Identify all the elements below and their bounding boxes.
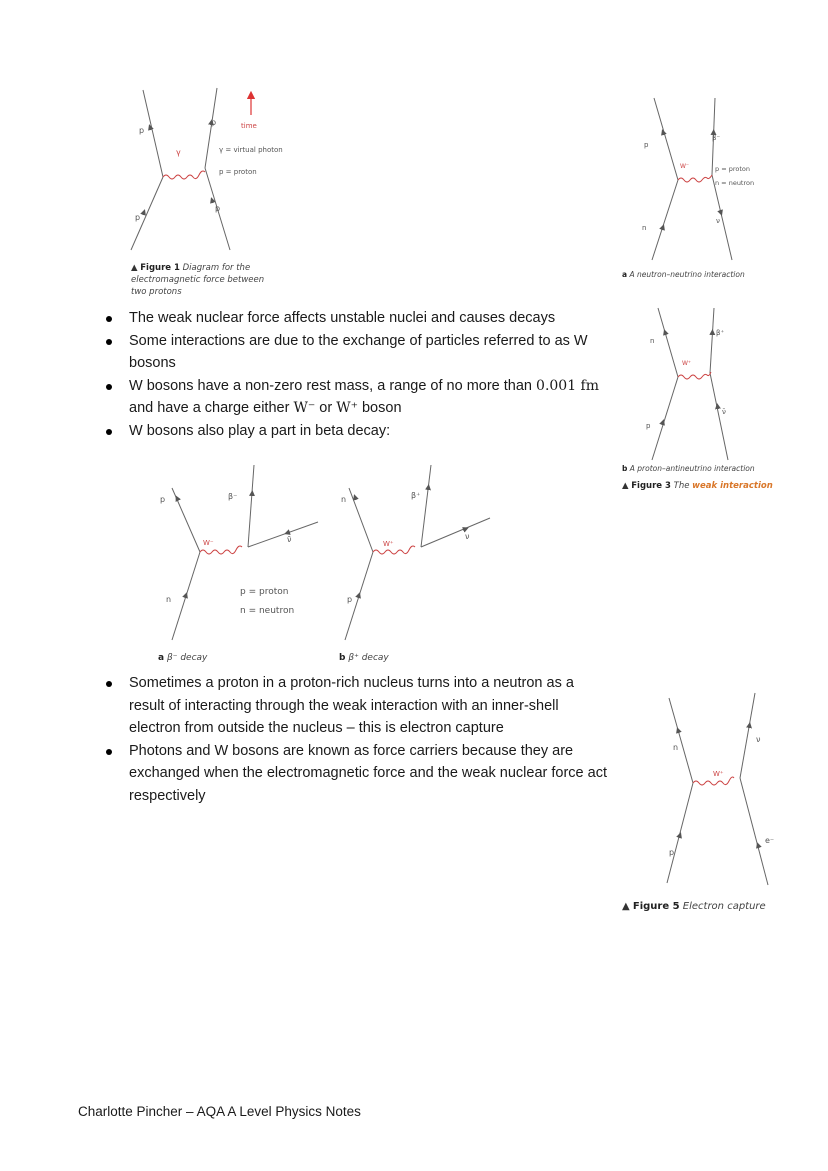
line-n-lower <box>652 180 678 260</box>
legend-gamma: γ = virtual photon <box>219 146 283 154</box>
label-p: p <box>669 848 675 857</box>
label-p: p <box>347 595 353 604</box>
figure3-caption: ▲ Figure 3 The weak interaction <box>622 481 773 491</box>
line-n-upper <box>349 488 373 552</box>
line-n-upper <box>658 308 678 377</box>
bullet-item: W bosons have a non-zero rest mass, a range of no more than 0.001 fm and have a charge either W⁻ or W⁺ boson <box>129 375 609 420</box>
w-minus-wave <box>200 546 242 554</box>
figure1-caption: ▲ Figure 1 Diagram for the electromagnetic force between two protons <box>131 263 265 297</box>
line-e-minus-lower <box>740 778 768 885</box>
label-nu: ν <box>756 735 761 744</box>
label-gamma: γ <box>176 148 181 157</box>
label-w-plus: W⁺ <box>682 360 692 367</box>
label-p-top-right: p <box>211 118 217 127</box>
figure3b-diagram <box>640 305 770 465</box>
beta-plus-caption: b β⁺ decay <box>339 653 389 663</box>
bullet-list-electron-capture <box>129 672 609 807</box>
bullet-item: W bosons also play a part in beta decay: <box>129 420 609 443</box>
figure3b-caption: b A proton–antineutrino interaction <box>622 464 755 473</box>
virtual-photon-wave <box>163 171 205 179</box>
beta-minus-decay-diagram <box>150 460 320 645</box>
line-nu-bar <box>248 522 318 547</box>
line-beta-upper <box>710 308 714 373</box>
line-beta-minus <box>248 465 254 547</box>
label-n: n <box>341 495 347 504</box>
beta-plus-decay-diagram <box>335 460 505 645</box>
proton-line-left-upper <box>143 90 163 177</box>
figure1-diagram <box>125 85 305 265</box>
legend-neutron: n = neutron <box>240 606 295 616</box>
arrow-nubar <box>287 532 290 533</box>
proton-line-right-upper <box>205 88 217 168</box>
label-beta-minus: β⁻ <box>712 134 721 142</box>
line-p-lower <box>667 783 693 883</box>
legend-proton: p = proton <box>715 165 750 173</box>
w-plus-wave <box>693 777 734 785</box>
label-w-plus: W⁺ <box>383 540 394 548</box>
arrow-n <box>678 730 679 733</box>
label-p: p <box>644 141 649 149</box>
line-p-lower <box>652 377 678 460</box>
label-nu-bar: ν̄ <box>722 408 726 416</box>
figure3a-diagram <box>640 95 770 270</box>
bullet-item: Sometimes a proton in a proton-rich nucleus turns into a neutron as a result of interacting through the weak interaction with an inner-shell electron from outside the nucleus – this is electron capture <box>129 672 609 740</box>
line-p-upper <box>172 488 200 552</box>
arrow-p-bottom-left <box>143 212 144 215</box>
beta-minus-caption: a β⁻ decay <box>158 653 208 663</box>
label-n: n <box>650 337 655 345</box>
arrow-nu <box>749 725 750 728</box>
arrow-n <box>665 332 666 335</box>
w-plus-wave <box>373 546 415 554</box>
bullet-item: Some interactions are due to the exchange of particles referred to as W bosons <box>129 330 609 375</box>
bullet-item: Photons and W bosons are known as force carriers because they are exchanged when the electromagnetic force and the weak nuclear force act respectively <box>129 740 609 808</box>
label-p-top-left: p <box>139 126 145 135</box>
label-p: p <box>646 422 651 430</box>
label-nu-bar: ν̄ <box>287 535 292 544</box>
legend-neutron: n = neutron <box>715 179 755 187</box>
legend-proton: p = proton <box>219 168 257 176</box>
label-p-bottom-left: p <box>135 213 141 222</box>
arrow-p-top-left <box>150 127 151 130</box>
label-n: n <box>642 224 647 232</box>
label-w-plus: W⁺ <box>713 770 724 778</box>
label-beta-minus: β⁻ <box>228 492 238 501</box>
legend-proton: p = proton <box>240 587 289 597</box>
w-minus-wave <box>678 175 712 182</box>
line-n-upper <box>669 698 693 783</box>
line-nu <box>421 518 490 547</box>
line-nubar-lower <box>710 373 728 460</box>
line-p-upper <box>654 98 678 180</box>
figure5-caption: ▲ Figure 5 Electron capture <box>622 901 766 912</box>
label-w-minus: W⁻ <box>203 539 214 547</box>
line-nu-upper <box>740 693 755 778</box>
figure3a-caption: a A neutron–neutrino interaction <box>622 270 745 279</box>
label-n: n <box>673 743 679 752</box>
label-e-minus: e⁻ <box>765 836 775 845</box>
bullet-item: The weak nuclear force affects unstable nuclei and causes decays <box>129 307 609 330</box>
arrow-p-bottom-right <box>212 200 213 203</box>
page-footer: Charlotte Pincher – AQA A Level Physics Notes <box>78 1104 361 1119</box>
bullet-list-weak-force <box>129 307 609 442</box>
line-beta-plus <box>421 465 431 547</box>
label-nu: ν <box>716 217 720 225</box>
w-plus-wave <box>678 372 711 379</box>
label-p: p <box>160 495 166 504</box>
label-w-minus: W⁻ <box>680 163 690 170</box>
figure5-diagram <box>655 688 780 888</box>
arrow-nubar <box>718 406 719 409</box>
label-p-bottom-right: p <box>215 204 221 213</box>
time-label: time <box>241 122 257 130</box>
label-nu: ν <box>465 532 470 541</box>
label-n: n <box>166 595 172 604</box>
line-nu-lower <box>712 175 732 260</box>
label-beta-plus: β⁺ <box>411 491 421 500</box>
arrow-n <box>355 497 356 500</box>
label-beta-plus: β⁺ <box>716 329 725 337</box>
